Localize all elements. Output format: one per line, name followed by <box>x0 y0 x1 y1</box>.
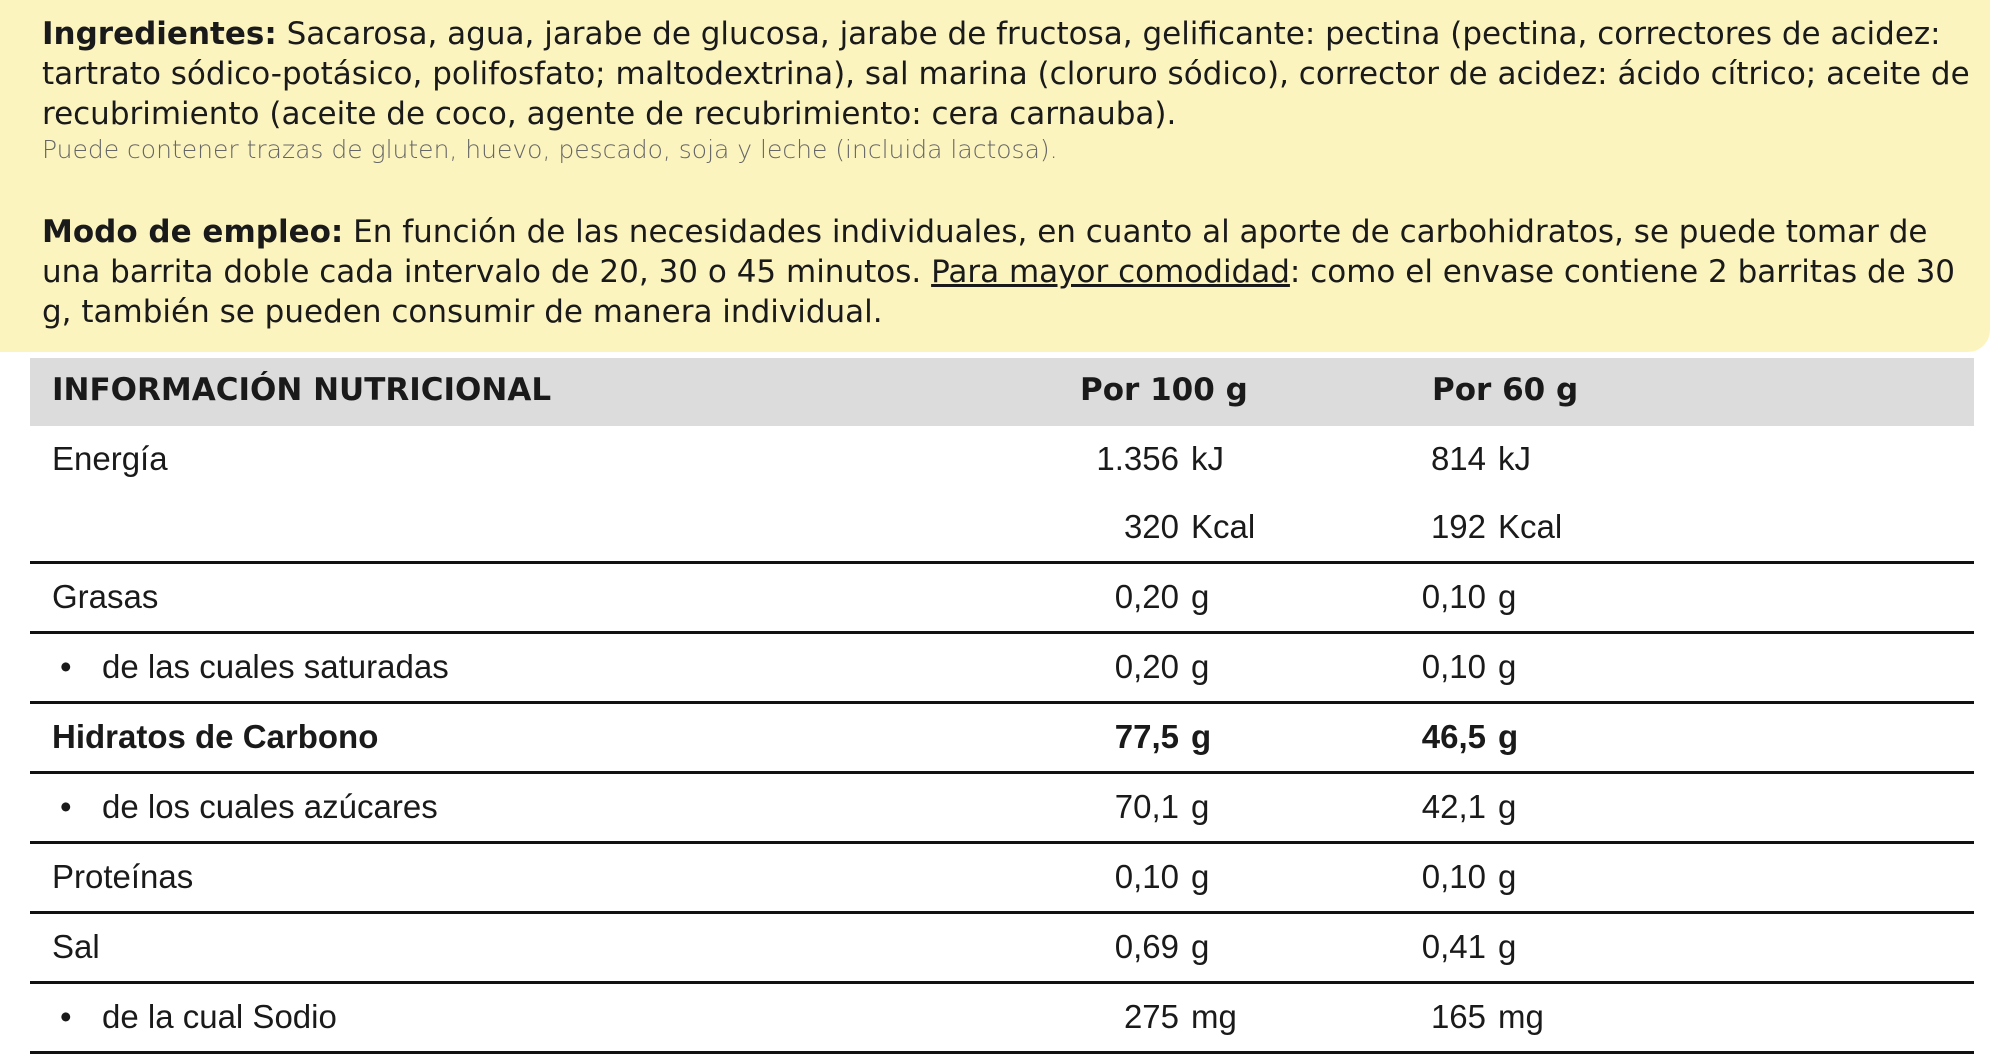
unit-per-100g: g <box>1191 928 1210 965</box>
row-label: Energía <box>52 440 168 477</box>
value-per-60g: 0,10 <box>1421 858 1486 895</box>
value-per-60g: 46,5 <box>1421 718 1486 755</box>
bullet-icon: • <box>60 998 72 1035</box>
unit-per-100g: mg <box>1191 998 1237 1035</box>
usage-paragraph <box>42 212 1972 332</box>
bullet-icon: • <box>60 648 72 685</box>
unit-per-60g: g <box>1498 578 1517 615</box>
unit-per-100g: g <box>1191 858 1210 895</box>
usage-highlight: Para mayor comodidad <box>931 254 1290 290</box>
value-per-60g: 0,10 <box>1421 578 1486 615</box>
unit-per-60g: kJ <box>1498 440 1531 477</box>
row-hidratos <box>30 704 1974 774</box>
value-per-100g-kcal: 320 <box>1123 508 1179 545</box>
bullet-icon: • <box>60 788 72 825</box>
value-per-100g: 275 <box>1123 998 1179 1035</box>
row-label: de la cual Sodio <box>102 998 337 1035</box>
row-label: Grasas <box>52 578 159 615</box>
unit-per-100g: kJ <box>1191 440 1224 477</box>
value-per-100g: 70,1 <box>1114 788 1179 825</box>
ingredients-text: Sacarosa, agua, jarabe de glucosa, jarabe de fructosa, gelificante: pectina (pectina, correctores de acidez: tartrato sódico-potásico, polifosfato; maltodextrina), sal marina (cloruro sódico), corrector de acidez: ácido cítrico; aceite de recubrimiento (aceite de coco, agente de recubrimiento: cera carnauba). <box>42 16 1970 132</box>
unit-per-100g: g <box>1191 788 1210 825</box>
allergen-traces-note: Puede contener trazas de gluten, huevo, pescado, soja y leche (incluida lactosa). <box>42 135 1058 164</box>
row-energia <box>30 426 1974 564</box>
unit-per-60g: g <box>1498 648 1517 685</box>
unit-per-100g-kcal: Kcal <box>1191 508 1256 545</box>
row-grasas <box>30 564 1974 634</box>
row-label: Sal <box>52 928 100 965</box>
unit-per-60g: g <box>1498 928 1517 965</box>
info-panel <box>0 0 1990 352</box>
value-per-100g: 0,20 <box>1114 648 1179 685</box>
nutrition-table-title: INFORMACIÓN NUTRICIONAL <box>52 372 552 408</box>
column-header-per-100g: Por 100 g <box>1080 372 1248 408</box>
unit-per-60g: g <box>1498 788 1517 825</box>
usage-text: En función de las necesidades individuales, en cuanto al aporte de carbohidratos, se puede tomar de una barrita doble cada intervalo de 20, 30 o 45 minutos. <box>42 214 1928 290</box>
row-azucares <box>30 774 1974 844</box>
unit-per-60g-kcal: Kcal <box>1498 508 1563 545</box>
column-header-per-60g: Por 60 g <box>1432 372 1579 408</box>
row-label: Hidratos de Carbono <box>52 718 379 755</box>
unit-per-60g: g <box>1498 858 1517 895</box>
unit-per-100g: g <box>1191 578 1210 615</box>
ingredients-paragraph <box>42 14 1972 134</box>
value-per-100g: 77,5 <box>1114 718 1179 755</box>
unit-per-60g: g <box>1498 718 1519 755</box>
row-label: Proteínas <box>52 858 194 895</box>
nutrition-table <box>30 358 1974 1054</box>
value-per-60g: 0,10 <box>1421 648 1486 685</box>
value-per-60g: 165 <box>1430 998 1486 1035</box>
row-saturadas <box>30 634 1974 704</box>
value-per-100g: 1.356 <box>1096 440 1179 477</box>
row-label: de las cuales saturadas <box>102 648 449 685</box>
unit-per-60g: mg <box>1498 998 1544 1035</box>
nutrition-table-header <box>30 358 1974 426</box>
value-per-100g: 0,69 <box>1114 928 1179 965</box>
value-per-60g: 0,41 <box>1421 928 1486 965</box>
value-per-60g: 42,1 <box>1421 788 1486 825</box>
ingredients-label: Ingredientes: <box>42 16 277 52</box>
value-per-100g: 0,20 <box>1114 578 1179 615</box>
unit-per-100g: g <box>1191 718 1212 755</box>
row-sodio <box>30 984 1974 1054</box>
row-label: de los cuales azúcares <box>102 788 438 825</box>
usage-text-end: : como el envase contiene 2 barritas de 30 g, también se pueden consumir de manera individual. <box>42 254 1956 330</box>
value-per-60g-kcal: 192 <box>1430 508 1486 545</box>
unit-per-100g: g <box>1191 648 1210 685</box>
value-per-60g: 814 <box>1430 440 1486 477</box>
row-proteinas <box>30 844 1974 914</box>
usage-label: Modo de empleo: <box>42 214 344 250</box>
value-per-100g: 0,10 <box>1114 858 1179 895</box>
row-sal <box>30 914 1974 984</box>
